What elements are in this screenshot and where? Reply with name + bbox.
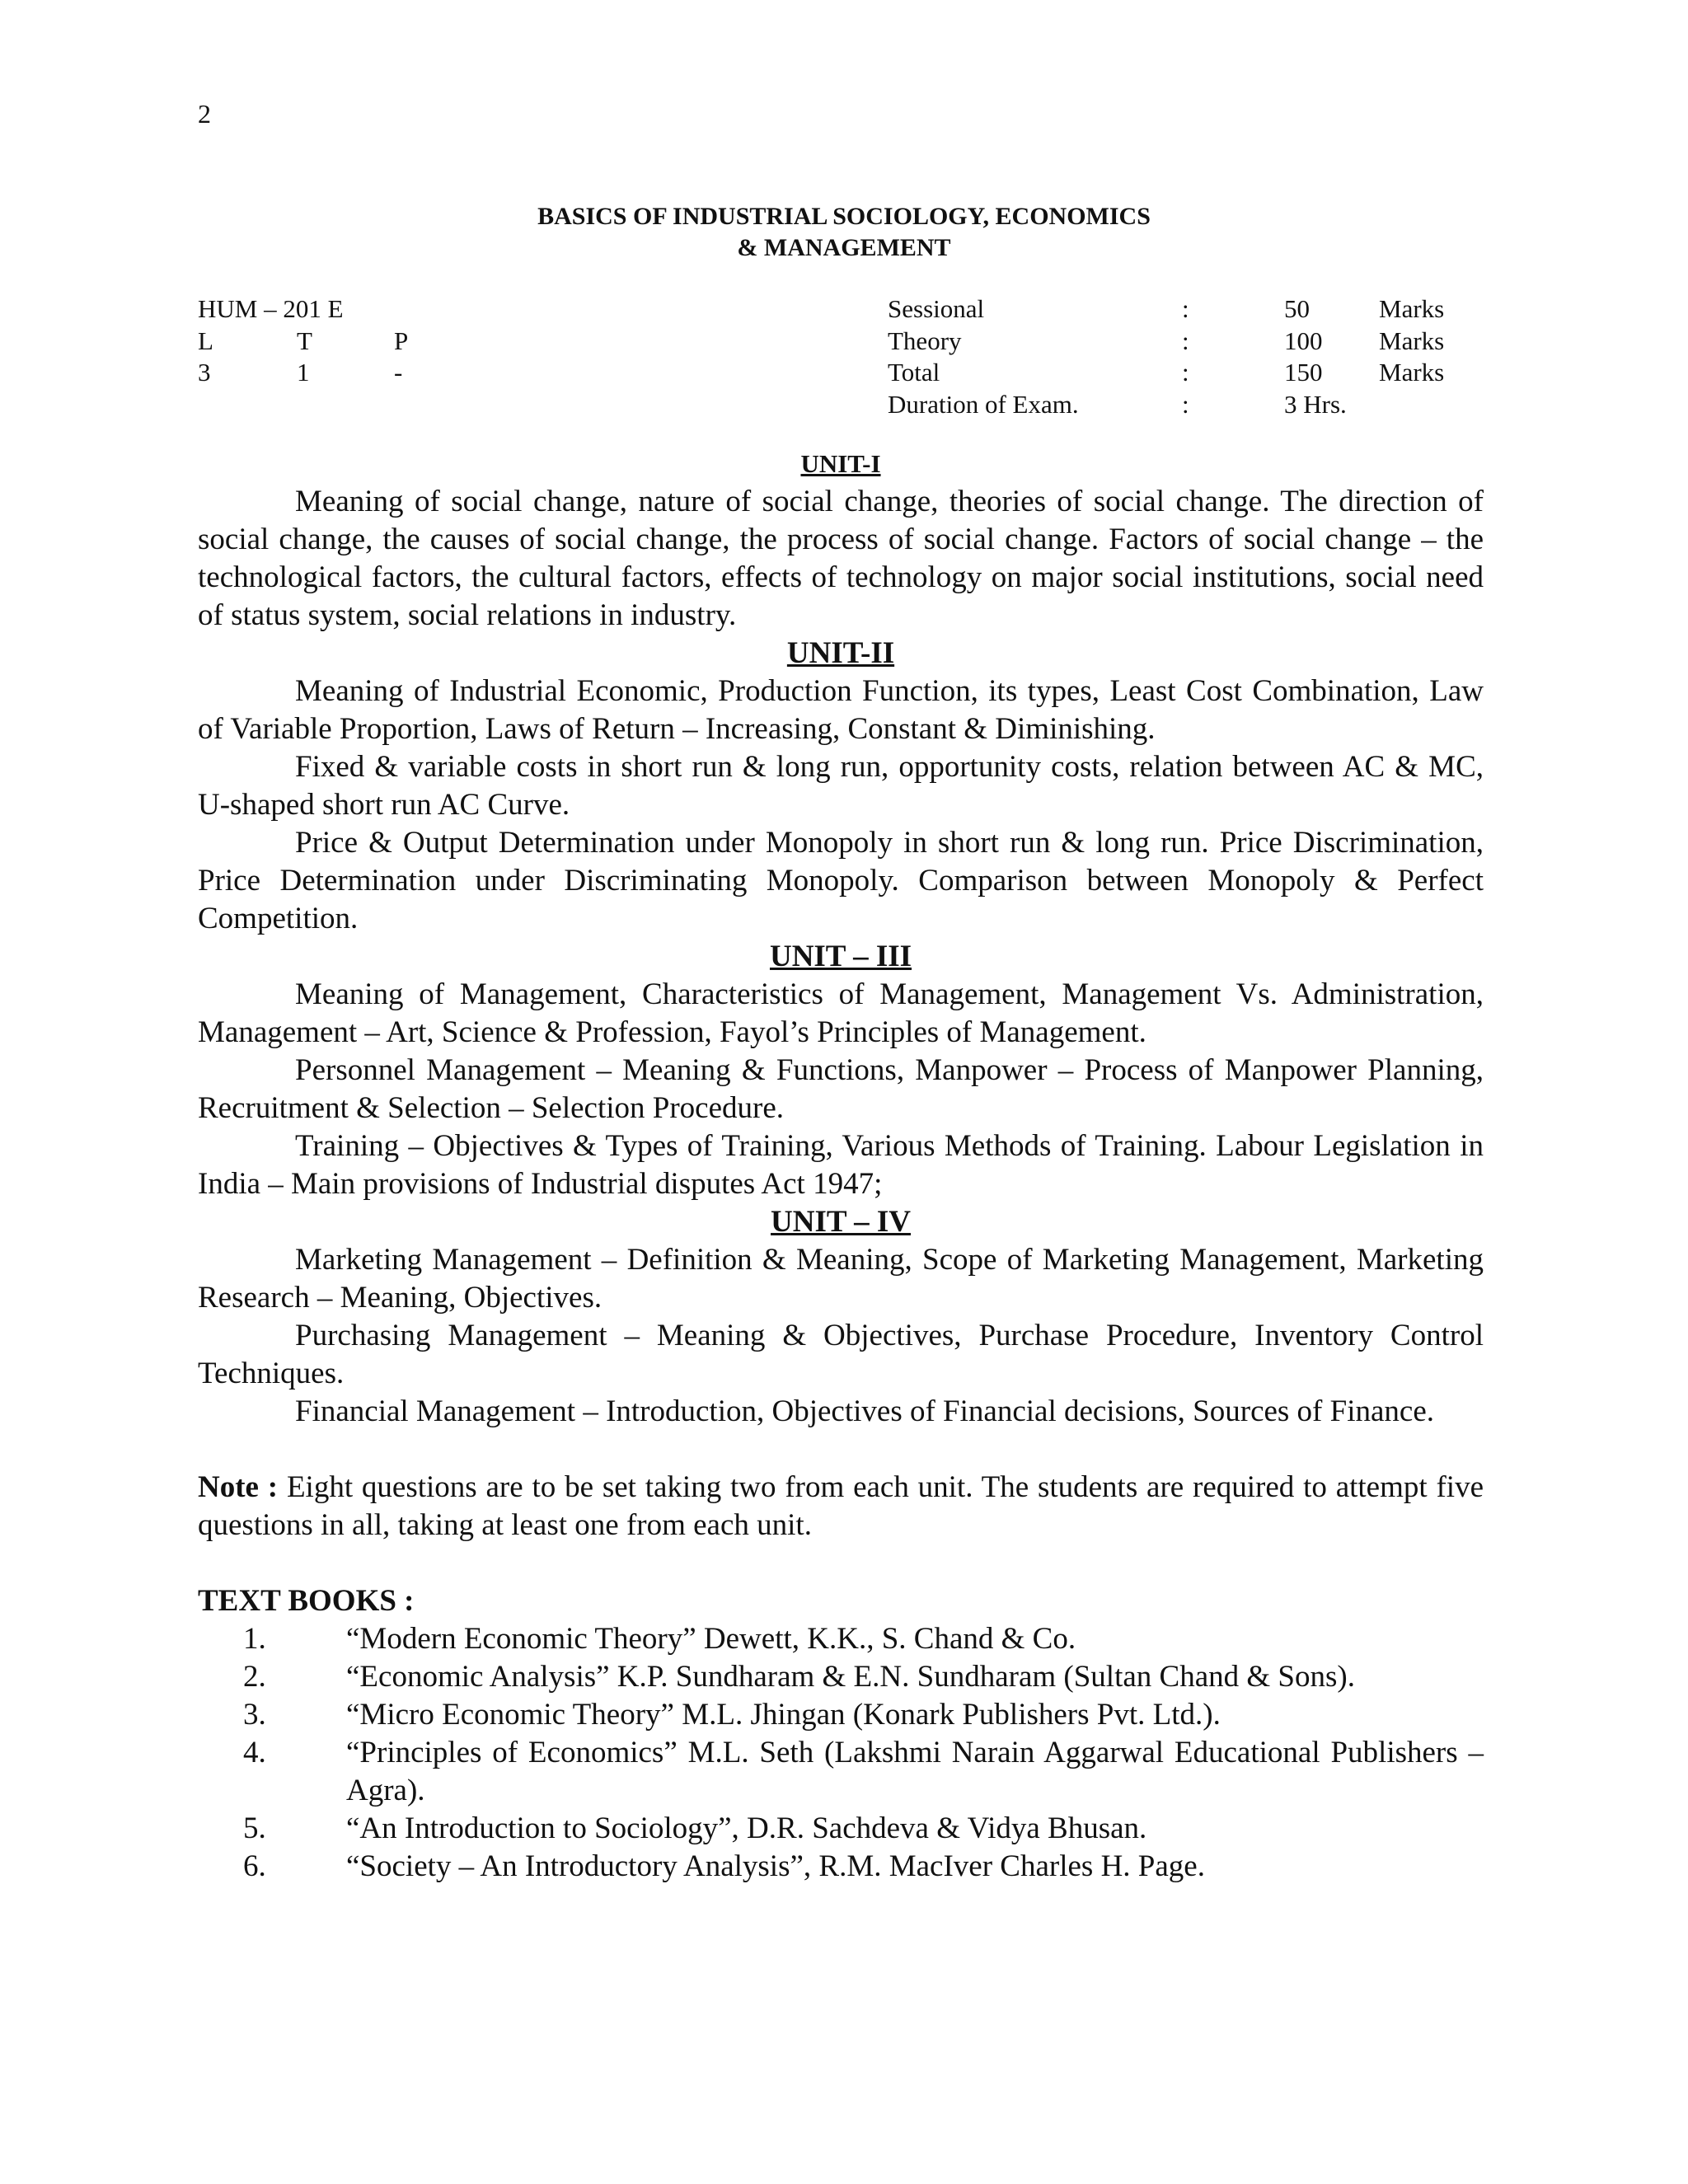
marks-sep: : <box>1182 326 1189 355</box>
list-item-text: “Principles of Economics” M.L. Seth (Lakshmi Narain Aggarwal Educational Publishers – Agra). <box>346 1736 1484 1807</box>
unit-paragraph: Financial Management – Introduction, Objectives of Financial decisions, Sources of Finance. <box>295 1394 1435 1428</box>
marks-value: 3 Hrs. <box>1284 389 1347 419</box>
note-text: Eight questions are to be set taking two from each unit. The students are required to attempt five questions in all, taking at least one from each unit. <box>198 1470 1484 1542</box>
marks-value: 50 <box>1284 294 1310 323</box>
unit-paragraph: Meaning of Industrial Economic, Production Function, its types, Least Cost Combination, Law of Variable Proportion, Laws of Return – Increasing, Constant & Diminishing. <box>198 674 1484 746</box>
marks-label: Sessional <box>888 294 985 323</box>
meta-row <box>198 293 1484 326</box>
unit-heading: UNIT-II <box>786 636 895 670</box>
marks-sep: : <box>1182 358 1189 387</box>
list-item-number: 3. <box>243 1698 266 1732</box>
marks-label: Total <box>888 358 940 387</box>
list-item-text: “Society – An Introductory Analysis”, R.M. MacIver Charles H. Page. <box>346 1849 1205 1883</box>
ltp-header-p: P <box>394 326 409 355</box>
meta-row <box>198 357 1484 389</box>
list-item <box>198 1620 1484 1658</box>
meta-row <box>198 326 1484 358</box>
text-books-heading: TEXT BOOKS : <box>198 1584 415 1618</box>
ltp-header-t: T <box>297 326 312 355</box>
list-item-text: “Economic Analysis” K.P. Sundharam & E.N. Sundharam (Sultan Chand & Sons). <box>346 1660 1355 1694</box>
unit-paragraph: Meaning of Management, Characteristics of Management, Management Vs. Administration, Management – Art, Science & Profession, Fayol’s Principles of Management. <box>198 977 1484 1049</box>
course-meta <box>198 293 1484 420</box>
list-item-number: 2. <box>243 1660 266 1694</box>
course-title-line-1: BASICS OF INDUSTRIAL SOCIOLOGY, ECONOMICS <box>537 203 1151 230</box>
course-title-line-2: & MANAGEMENT <box>737 234 951 261</box>
unit-paragraph: Personnel Management – Meaning & Functions, Manpower – Process of Manpower Planning, Recruitment & Selection – Selection Procedure. <box>198 1053 1484 1125</box>
marks-unit: Marks <box>1379 358 1445 387</box>
page-number: 2 <box>198 99 211 129</box>
meta-row <box>198 389 1484 421</box>
list-item <box>198 1696 1484 1734</box>
text-books-list <box>198 1620 1484 1886</box>
syllabus-body <box>198 445 1484 1886</box>
list-item-number: 4. <box>243 1736 266 1769</box>
unit-paragraph: Price & Output Determination under Monopoly in short run & long run. Price Discrimination, Price Determination under Discriminating Monopoly. Comparison between Monopoly & Perfect Competition. <box>198 826 1484 935</box>
ltp-header-l: L <box>198 326 213 355</box>
ltp-value-l: 3 <box>198 358 211 387</box>
marks-sep: : <box>1182 389 1189 419</box>
exam-note <box>198 1469 1484 1544</box>
list-item <box>198 1810 1484 1848</box>
list-item <box>198 1848 1484 1886</box>
unit-heading: UNIT – IV <box>771 1205 911 1239</box>
unit-paragraph: Marketing Management – Definition & Meaning, Scope of Marketing Management, Marketing Research – Meaning, Objectives. <box>198 1243 1484 1315</box>
unit-paragraph: Meaning of social change, nature of social change, theories of social change. The direction of social change, the causes of social change, the process of social change. Factors of social change – the technological factors, the cultural factors, effects of technology on major social institutions, social need of status system, social relations in industry. <box>198 485 1484 632</box>
course-code: HUM – 201 E <box>198 294 344 323</box>
unit-paragraph: Purchasing Management – Meaning & Objectives, Purchase Procedure, Inventory Control Techniques. <box>198 1319 1484 1390</box>
list-item-text: “Modern Economic Theory” Dewett, K.K., S. Chand & Co. <box>346 1622 1076 1656</box>
marks-unit: Marks <box>1379 294 1445 323</box>
marks-label: Duration of Exam. <box>888 389 1079 419</box>
course-title <box>0 201 1688 264</box>
unit-heading: UNIT – III <box>769 940 912 973</box>
unit-paragraph: Fixed & variable costs in short run & long run, opportunity costs, relation between AC & MC, U-shaped short run AC Curve. <box>198 750 1484 822</box>
note-label: Note : <box>198 1470 279 1504</box>
list-item <box>198 1734 1484 1810</box>
list-item-text: “Micro Economic Theory” M.L. Jhingan (Konark Publishers Pvt. Ltd.). <box>346 1698 1221 1732</box>
marks-label: Theory <box>888 326 962 355</box>
marks-value: 150 <box>1284 358 1323 387</box>
unit-heading: UNIT-I <box>800 449 881 478</box>
list-item <box>198 1658 1484 1696</box>
list-item-text: “An Introduction to Sociology”, D.R. Sachdeva & Vidya Bhusan. <box>346 1811 1147 1845</box>
list-item-number: 5. <box>243 1811 266 1845</box>
marks-value: 100 <box>1284 326 1323 355</box>
ltp-value-t: 1 <box>297 358 310 387</box>
list-item-number: 1. <box>243 1622 266 1656</box>
marks-sep: : <box>1182 294 1189 323</box>
list-item-number: 6. <box>243 1849 266 1883</box>
marks-unit: Marks <box>1379 326 1445 355</box>
unit-paragraph: Training – Objectives & Types of Training, Various Methods of Training. Labour Legislation in India – Main provisions of Industrial disputes Act 1947; <box>198 1129 1484 1201</box>
ltp-value-p: - <box>394 358 403 387</box>
